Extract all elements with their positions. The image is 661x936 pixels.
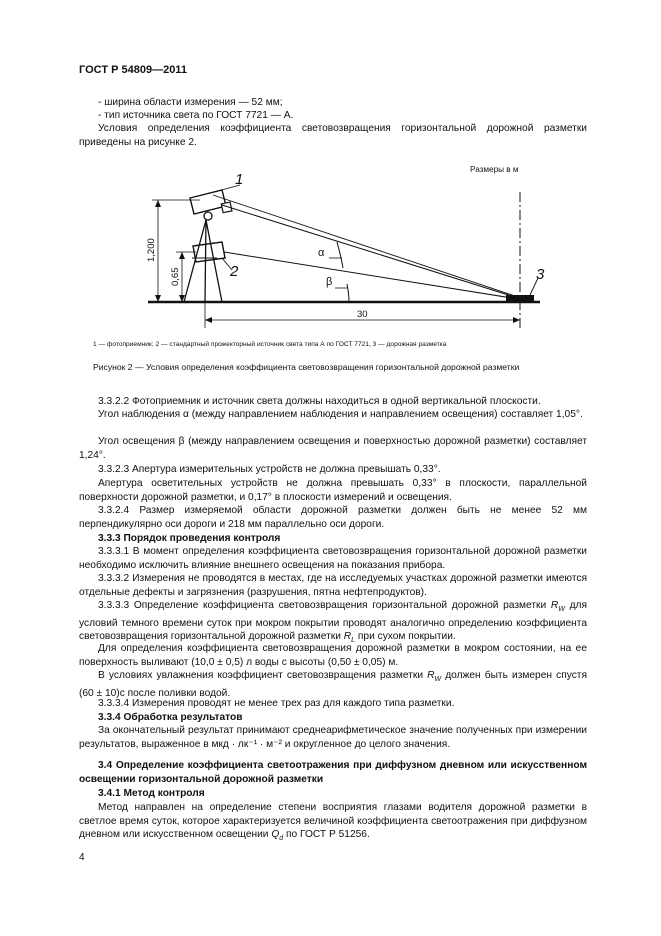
paragraph bbox=[79, 801, 587, 846]
paragraph-text: 3.3.3.3 Определение коэффициента световозвращения горизонтальной дорожной разметки bbox=[98, 600, 547, 611]
photoreceiver-mount bbox=[204, 212, 212, 220]
section-heading: 3.3.3 Порядок проведения контроля bbox=[98, 533, 281, 544]
photoreceiver-body bbox=[190, 190, 226, 214]
figure-label-1: 1 bbox=[235, 171, 244, 188]
beta-arc bbox=[347, 284, 349, 302]
paragraph: 3.3.3.2 Измерения не проводятся в местах, где на исследуемых участках дорожной разметки имеются отдельные дефекты и загрязнения (разрушения, пятна нефтепродуктов). bbox=[79, 573, 587, 598]
dim-1200-label: 1,200 bbox=[146, 238, 157, 262]
paragraph-text: при сухом покрытии. bbox=[357, 631, 456, 643]
paragraph: Апертура осветительных устройств не должна превышать 0,33° в плоскости, параллельной поверхности дорожной разметки, и 0,17° в плоскости измерений и освещения. bbox=[79, 478, 587, 503]
observation-ray bbox=[222, 205, 518, 298]
paragraph: 3.3.2.4 Размер измеряемой области дорожной разметки должен быть не менее 52 мм перпендикулярно оси дороги и 218 мм параллельно оси дороги. bbox=[79, 505, 587, 530]
figure-legend: 1 — фотоприемник; 2 — стандартный прожекторный источник света типа А по ГОСТ 7721, 3 — дорожная разметка bbox=[93, 341, 447, 348]
page-number: 4 bbox=[79, 852, 85, 863]
observation-ray bbox=[213, 195, 518, 297]
paragraph: 3.3.3.1 В момент определения коэффициента световозвращения горизонтальной дорожной разметки необходимо исключить влияние внешнего освещения на показания прибора. bbox=[79, 546, 587, 571]
beta-label: β bbox=[326, 276, 333, 288]
paragraph: Угол наблюдения α (между направлением наблюдения и направлением освещения) составляет 1,05°. bbox=[98, 409, 583, 420]
paragraph: Угол освещения β (между направлением освещения и поверхностью дорожной разметки) составляет 1,24°. bbox=[79, 436, 587, 461]
paragraph-text: В условиях увлажнения коэффициент световозвращения разметки bbox=[98, 670, 424, 681]
paragraph: Условия определения коэффициента световозвращения горизонтальной дорожной разметки приведены на рисунке 2. bbox=[79, 123, 587, 148]
symbol-rw-sub: W bbox=[434, 676, 442, 684]
symbol-qd: Q bbox=[271, 829, 280, 841]
dim-30-label: 30 bbox=[357, 309, 368, 320]
figure-caption: Рисунок 2 — Условия определения коэффициента световозвращения горизонтальной дорожной разметки bbox=[93, 362, 520, 372]
paragraph-text: по ГОСТ Р 51256. bbox=[286, 829, 370, 841]
paragraph-text: для условий темного времени суток при мокром покрытии проводят аналогично определению коэффициента световозвращения горизонтальной дорожной разметки bbox=[79, 600, 587, 643]
dim-065-label: 0,65 bbox=[170, 267, 181, 286]
paragraph: 3.3.2.2 Фотоприемник и источник света должны находиться в одной вертикальной плоскости. bbox=[98, 396, 541, 407]
dim-arrow bbox=[205, 317, 212, 323]
tripod-leg bbox=[205, 220, 206, 302]
paragraph bbox=[79, 669, 587, 700]
list-item: - тип источника света по ГОСТ 7721 — А. bbox=[98, 110, 294, 121]
symbol-rw: R bbox=[427, 670, 435, 681]
paragraph-text: Метод направлен на определение степени восприятия глазами водителя дорожной разметки в светлое время суток, которое характеризуется величиной коэффициента светоотражения при диффузном дневном или искусственном освещении bbox=[79, 802, 587, 841]
paragraph: 3.3.2.3 Апертура измерительных устройств не должна превышать 0,33°. bbox=[98, 464, 441, 475]
paragraph: 3.3.3.4 Измерения проводят не менее трех раз для каждого типа разметки. bbox=[98, 698, 455, 709]
figure-units: Размеры в м bbox=[470, 165, 519, 174]
section-heading: 3.3.4 Обработка результатов bbox=[98, 712, 243, 723]
paragraph bbox=[79, 599, 587, 648]
symbol-rw-sub: W bbox=[558, 606, 565, 614]
dim-arrow bbox=[155, 200, 161, 207]
section-heading: 3.4.1 Метод контроля bbox=[98, 788, 205, 799]
illumination-ray bbox=[224, 252, 518, 299]
document-header: ГОСТ Р 54809—2011 bbox=[79, 64, 187, 76]
paragraph: Для определения коэффициента световозвращения дорожной разметки в мокром состоянии, на ее поверхность выливают (10,0 ± 0,5) л воды с высоты (0,50 ± 0,05) м. bbox=[79, 643, 587, 668]
section-heading: 3.4 Определение коэффициента светоотражения при диффузном дневном или искусственном освещении горизонтальной дорожной разметки bbox=[79, 760, 587, 785]
symbol-rw: R bbox=[550, 600, 559, 611]
symbol-rl: R bbox=[343, 631, 352, 643]
alpha-label: α bbox=[318, 247, 325, 259]
figure-label-3: 3 bbox=[536, 266, 545, 283]
symbol-qd-sub: d bbox=[279, 835, 284, 843]
paragraph: За окончательный результат принимают среднеарифметическое значение полученных при измерении результатов, выраженное в мкд · лк⁻¹ · м⁻² и округленное до целого значения. bbox=[79, 725, 587, 750]
dim-arrow bbox=[179, 252, 185, 259]
figure-label-2: 2 bbox=[230, 263, 239, 280]
dim-arrow bbox=[513, 317, 520, 323]
figure-diagram bbox=[0, 0, 661, 340]
symbol-rl-sub: L bbox=[351, 637, 356, 645]
paragraph-text: должен быть измерен спустя (60 ± 10)с после поливки водой. bbox=[79, 670, 587, 699]
tripod-leg bbox=[206, 220, 222, 302]
list-item: - ширина области измерения — 52 мм; bbox=[98, 97, 283, 108]
alpha-arc bbox=[337, 242, 343, 268]
